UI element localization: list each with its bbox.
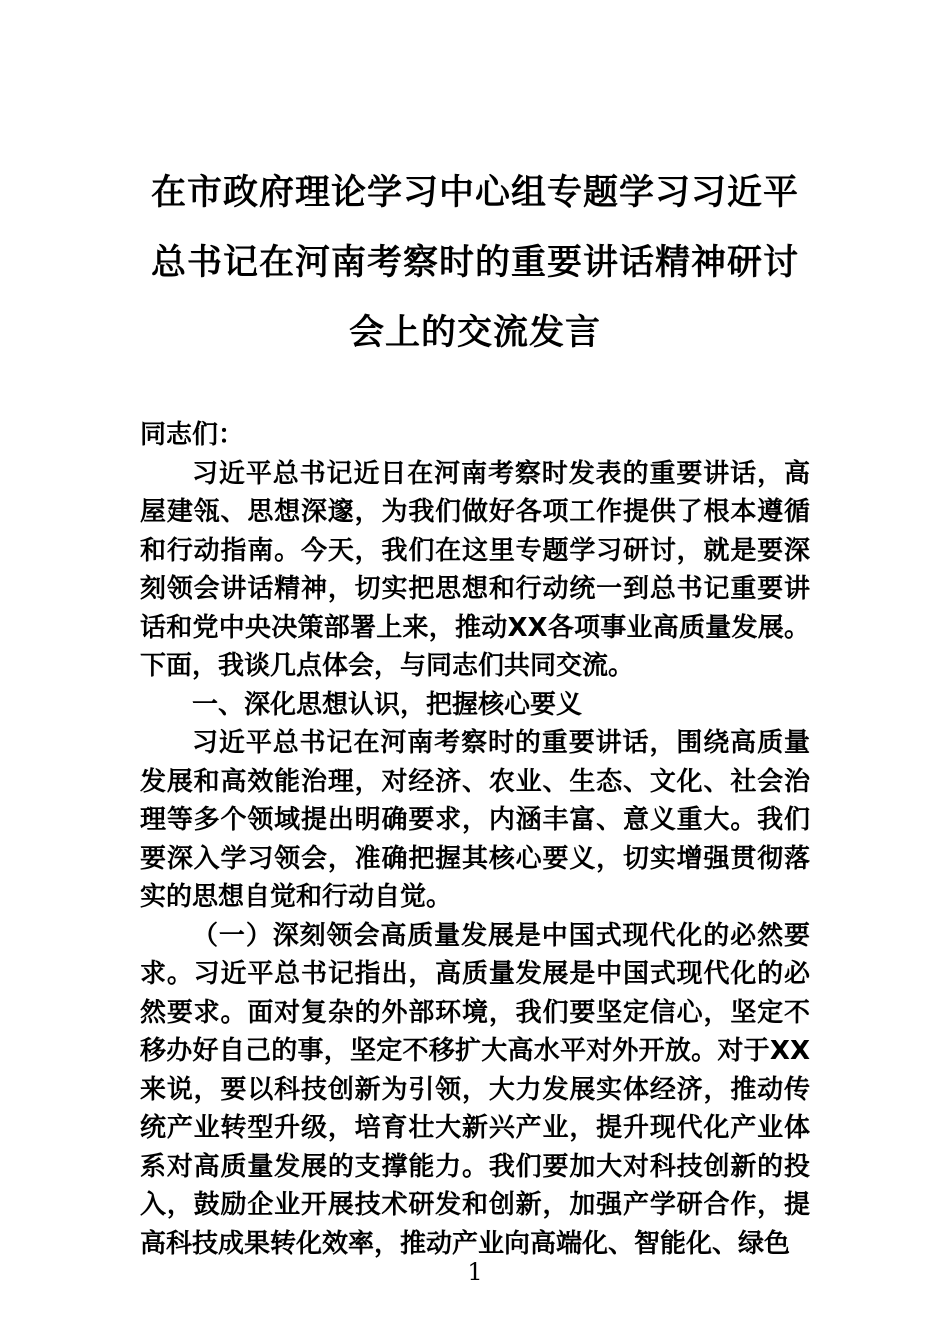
paragraph-intro: 习近平总书记近日在河南考察时发表的重要讲话，高屋建瓴、思想深邃，为我们做好各项工作提供了根本遵循和行动指南。今天，我们在这里专题学习研讨，就是要深刻领会讲话精神，切实把思想和行动统一到总书记重要讲话和党中央决策部署上来，推动XX各项事业高质量发展。下面，我谈几点体会，与同志们共同交流。: [140, 458, 810, 681]
paragraph-point-1: （一）深刻领会高质量发展是中国式现代化的必然要求。习近平总书记指出，高质量发展是中国式现代化的必然要求。面对复杂的外部环境，我们要坚定信心，坚定不移办好自己的事，坚定不移扩大高水平对外开放。对于XX来说，要以科技创新为引领，大力发展实体经济，推动传统产业转型升级，培育壮大新兴产业，提升现代化产业体系对高质量发展的支撑能力。我们要加大对科技创新的投入，鼓励企业开展技术研发和创新，加强产学研合作，提高科技成果转化效率，推动产业向高端化、智能化、绿色: [140, 920, 810, 1259]
document-body: [140, 416, 810, 1263]
page-number: 1: [467, 1258, 483, 1286]
document-title: [140, 158, 810, 368]
title-line-1: 在市政府理论学习中心组专题学习习近平: [150, 173, 799, 213]
salutation: 同志们：: [140, 420, 245, 450]
section-heading-1: 一、深化思想认识，把握核心要义: [192, 689, 583, 720]
title-line-3: 会上的交流发言: [348, 313, 601, 353]
title-line-2: 总书记在河南考察时的重要讲话精神研讨: [150, 243, 799, 283]
paragraph-section-1-overview: 习近平总书记在河南考察时的重要讲话，围绕高质量发展和高效能治理，对经济、农业、生态、文化、社会治理等多个领域提出明确要求，内涵丰富、意义重大。我们要深入学习领会，准确把握其核心要义，切实增强贯彻落实的思想自觉和行动自觉。: [140, 728, 810, 912]
